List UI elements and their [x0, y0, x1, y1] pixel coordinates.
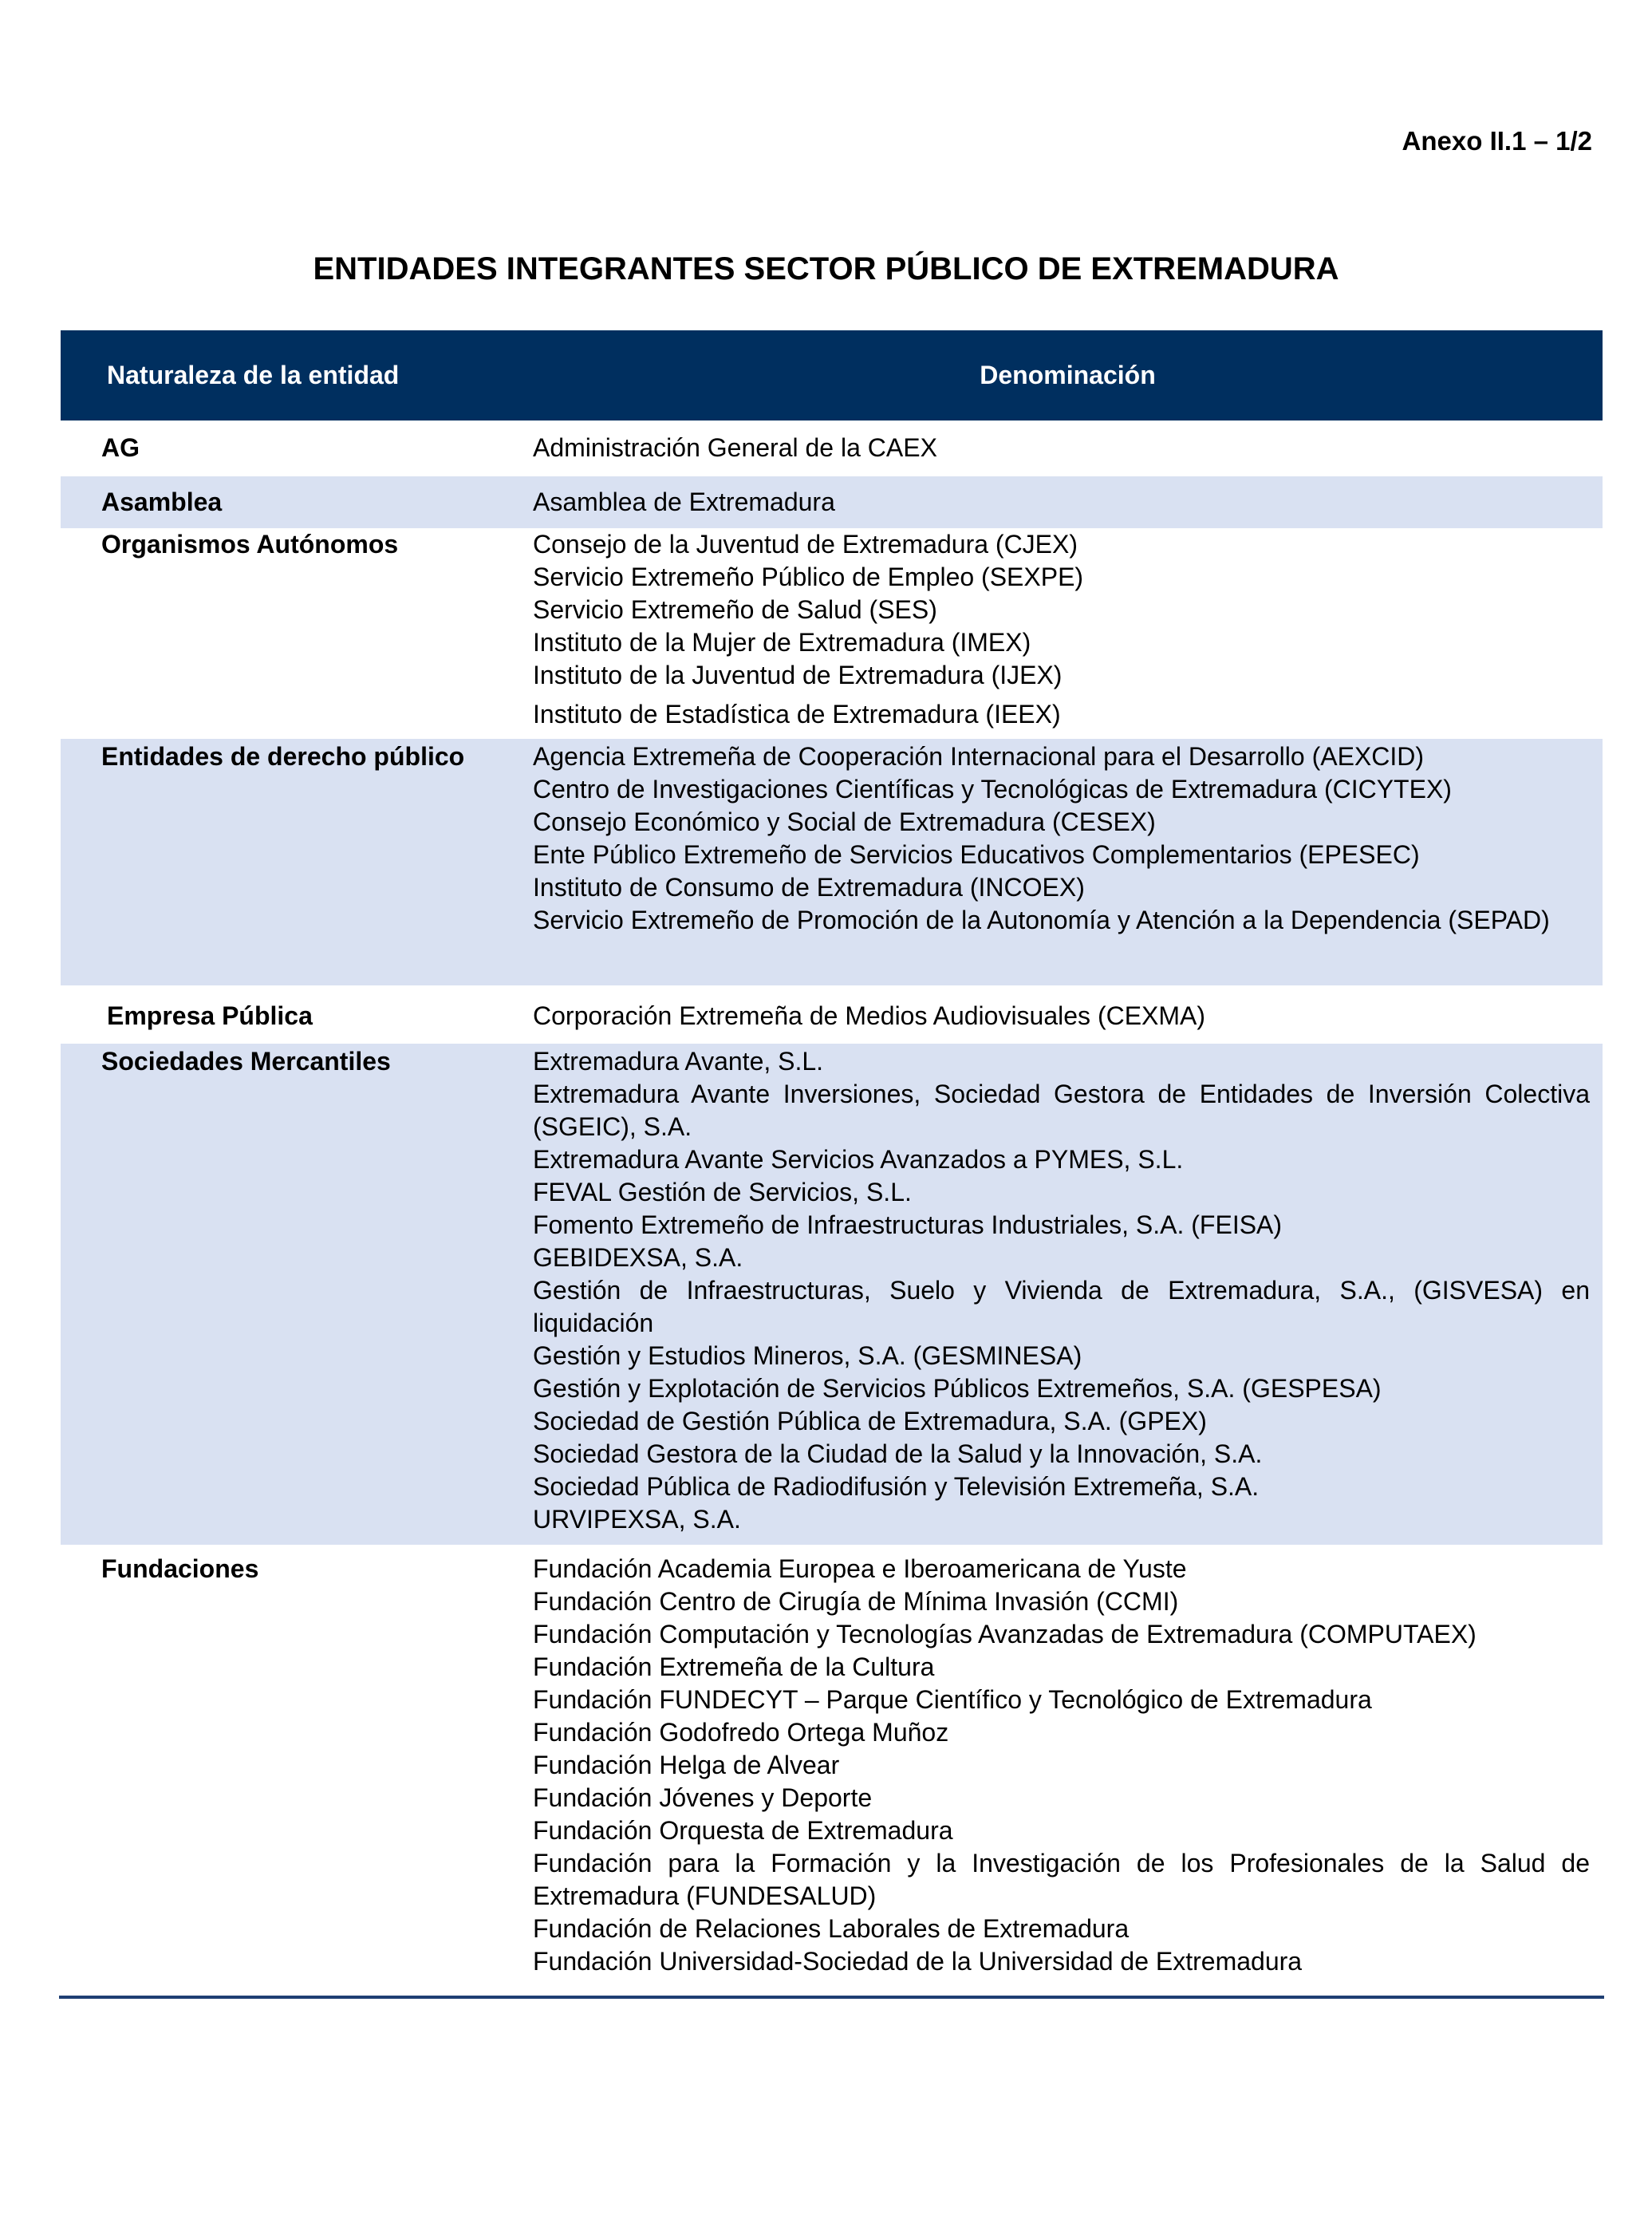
header-denomination: Denominación	[980, 361, 1156, 389]
entity-list	[533, 528, 1603, 739]
entity-item: Corporación Extremeña de Medios Audiovisuales (CEXMA)	[533, 1001, 1206, 1030]
table-header	[61, 330, 1603, 420]
entity-item: Servicio Extremeño de Promoción de la Autonomía y Atención a la Dependencia (SEPAD)	[533, 906, 1550, 934]
category-cell: Asamblea	[101, 488, 223, 516]
entities-table	[61, 330, 1603, 2005]
entity-item: Servicio Extremeño Público de Empleo (SEXPE)	[533, 563, 1084, 591]
entity-item: Gestión y Estudios Mineros, S.A. (GESMINESA)	[533, 1341, 1082, 1370]
entity-item: Asamblea de Extremadura	[533, 488, 835, 516]
document-title: ENTIDADES INTEGRANTES SECTOR PÚBLICO DE EXTREMADURA	[313, 251, 1339, 286]
entity-item: Fundación Centro de Cirugía de Mínima Invasión (CCMI)	[533, 1587, 1179, 1616]
entity-item: Extremadura Avante, S.L.	[533, 1047, 824, 1076]
entity-item: Instituto de Estadística de Extremadura (IEEX)	[533, 700, 1061, 728]
table-row-empresa-publica	[61, 985, 1603, 1044]
entity-item: Extremadura Avante Servicios Avanzados a PYMES, S.L.	[533, 1145, 1184, 1174]
entity-list	[533, 486, 1603, 528]
table-row-asamblea	[61, 476, 1603, 528]
entity-item: Fundación FUNDECYT – Parque Científico y Tecnológico de Extremadura	[533, 1685, 1372, 1714]
entity-item: Fundación Jóvenes y Deporte	[533, 1783, 873, 1812]
entity-item: Fundación Universidad-Sociedad de la Universidad de Extremadura	[533, 1947, 1303, 1976]
category-cell: Entidades de derecho público	[101, 742, 465, 771]
entity-item: Sociedad Gestora de la Ciudad de la Salud y la Innovación, S.A.	[533, 1439, 1263, 1468]
category-cell: Sociedades Mercantiles	[101, 1047, 391, 1076]
annex-label: Anexo II.1 – 1/2	[1402, 126, 1592, 156]
entity-item: URVIPEXSA, S.A.	[533, 1505, 741, 1534]
entity-item: Fundación Academia Europea e Iberoamericana de Yuste	[533, 1554, 1187, 1583]
entity-item: Agencia Extremeña de Cooperación Internacional para el Desarrollo (AEXCID)	[533, 742, 1425, 771]
header-nature: Naturaleza de la entidad	[107, 361, 400, 389]
entity-list	[533, 1045, 1603, 1545]
entity-item: Administración General de la CAEX	[533, 433, 937, 462]
table-bottom-rule	[59, 1996, 1604, 1999]
entity-item: Fundación Godofredo Ortega Muñoz	[533, 1718, 949, 1747]
entity-item: FEVAL Gestión de Servicios, S.L.	[533, 1178, 912, 1206]
entity-item: Consejo de la Juventud de Extremadura (CJEX)	[533, 530, 1078, 559]
entity-item: Sociedad de Gestión Pública de Extremadura, S.A. (GPEX)	[533, 1407, 1207, 1435]
entity-item: Gestión de Infraestructuras, Suelo y Vivienda de Extremadura, S.A., (GISVESA) en liquidación	[533, 1276, 1590, 1337]
entity-item: Fundación Orquesta de Extremadura	[533, 1816, 953, 1845]
table-row-ag	[61, 420, 1603, 476]
entity-item: Instituto de la Juventud de Extremadura (IJEX)	[533, 661, 1063, 689]
entity-item: Instituto de Consumo de Extremadura (INCOEX)	[533, 873, 1085, 902]
table-row-derecho-publico	[61, 739, 1603, 985]
entity-list	[533, 1000, 1603, 1044]
entity-item: Fomento Extremeño de Infraestructuras Industriales, S.A. (FEISA)	[533, 1210, 1283, 1239]
entity-item: GEBIDEXSA, S.A.	[533, 1243, 743, 1272]
entity-item: Fundación Extremeña de la Cultura	[533, 1652, 935, 1681]
category-cell: AG	[101, 433, 140, 462]
entity-item: Fundación Helga de Alvear	[533, 1751, 840, 1779]
entity-item: Fundación para la Formación y la Investigación de los Profesionales de la Salud de Extremadura (FUNDESALUD)	[533, 1849, 1590, 1910]
table-row-fundaciones	[61, 1545, 1603, 2005]
category-cell: Empresa Pública	[107, 1001, 313, 1030]
category-cell: Fundaciones	[101, 1554, 259, 1583]
entity-item: Instituto de la Mujer de Extremadura (IMEX)	[533, 628, 1031, 657]
entity-item: Ente Público Extremeño de Servicios Educativos Complementarios (EPESEC)	[533, 840, 1420, 869]
entity-list	[533, 740, 1603, 985]
entity-list	[533, 1553, 1603, 2005]
entity-item: Fundación de Relaciones Laborales de Extremadura	[533, 1914, 1130, 1943]
entity-item: Extremadura Avante Inversiones, Sociedad Gestora de Entidades de Inversión Colectiva (SGEIC), S.A.	[533, 1080, 1590, 1141]
entity-item: Servicio Extremeño de Salud (SES)	[533, 595, 937, 624]
entity-item: Sociedad Pública de Radiodifusión y Televisión Extremeña, S.A.	[533, 1472, 1260, 1501]
entity-item: Gestión y Explotación de Servicios Públicos Extremeños, S.A. (GESPESA)	[533, 1374, 1382, 1403]
entity-item: Centro de Investigaciones Científicas y Tecnológicas de Extremadura (CICYTEX)	[533, 775, 1452, 803]
table-row-sociedades	[61, 1044, 1603, 1545]
entity-item: Fundación Computación y Tecnologías Avanzadas de Extremadura (COMPUTAEX)	[533, 1620, 1477, 1648]
category-cell: Organismos Autónomos	[101, 530, 399, 559]
table-row-organismos	[61, 528, 1603, 739]
entity-list	[533, 432, 1603, 476]
entity-item: Consejo Económico y Social de Extremadura (CESEX)	[533, 807, 1156, 836]
